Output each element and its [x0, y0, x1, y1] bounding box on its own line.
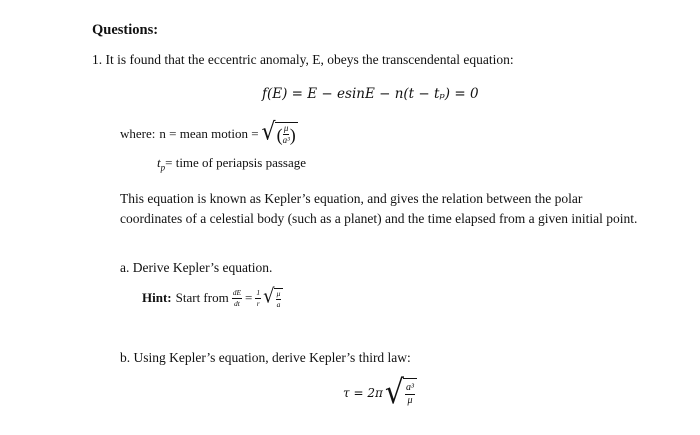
part-b: b. Using Kepler’s equation, derive Kepler’s third law:	[120, 350, 411, 365]
page-heading: Questions:	[92, 22, 159, 38]
hint-label: Hint:	[142, 290, 172, 305]
n-definition	[120, 118, 298, 147]
r-symbol: r	[256, 298, 260, 308]
a-cubed: a³	[405, 381, 414, 393]
part-a: a. Derive Kepler’s equation.	[120, 260, 273, 275]
tp-definition	[157, 155, 306, 173]
dE-dt-fraction	[232, 289, 242, 307]
question-text: It is found that the eccentric anomaly, E, obeys the transcendental equation:	[105, 52, 514, 67]
kepler-description: This equation is known as Kepler’s equation, and gives the relation between the polar coordinates of a celestial body (such as a planet) and the time elapsed from a given initial point.	[120, 191, 638, 226]
tau-lhs: τ = 2π	[343, 386, 383, 400]
dt-symbol: dt	[233, 298, 240, 308]
mu-symbol: μ	[283, 123, 289, 133]
n-definition-text: n = mean motion =	[159, 125, 259, 141]
hint: Hint: Start from $\frac{dE}{dt}$ = $\frac{1}{r}$ √ $\frac{\mu}{a}$	[142, 288, 283, 308]
radical-sign-icon: √	[263, 284, 275, 308]
sqrt-mu-over-a3: √ ( $\frac{\mu}{\text{a³}}$ )	[261, 118, 296, 147]
sqrt-a3-over-mu	[384, 373, 417, 412]
dE-symbol: dE	[232, 288, 242, 297]
question-1	[92, 52, 514, 68]
kepler-third-law	[343, 373, 417, 412]
sqrt-mu-over-a	[263, 284, 283, 309]
one-over-r-fraction	[255, 289, 261, 307]
one-symbol: 1	[256, 288, 261, 297]
question-number: 1.	[92, 52, 103, 67]
radical-sign-icon: √	[384, 373, 404, 412]
tp-symbol: $t_p$	[157, 155, 166, 173]
where-label: where:	[120, 125, 156, 141]
radical-sign-icon: √	[261, 118, 276, 147]
tp-definition-text: = time of periapsis passage	[165, 155, 307, 170]
hint-text: Start from	[175, 290, 229, 305]
mu-symbol: μ	[276, 289, 281, 298]
a-symbol: a	[276, 299, 281, 309]
a-cubed: a³	[282, 135, 290, 145]
mu-symbol: μ	[407, 394, 413, 406]
kepler-equation: f(E) = E − esinE − n(t − tₚ) = 0	[262, 86, 479, 102]
